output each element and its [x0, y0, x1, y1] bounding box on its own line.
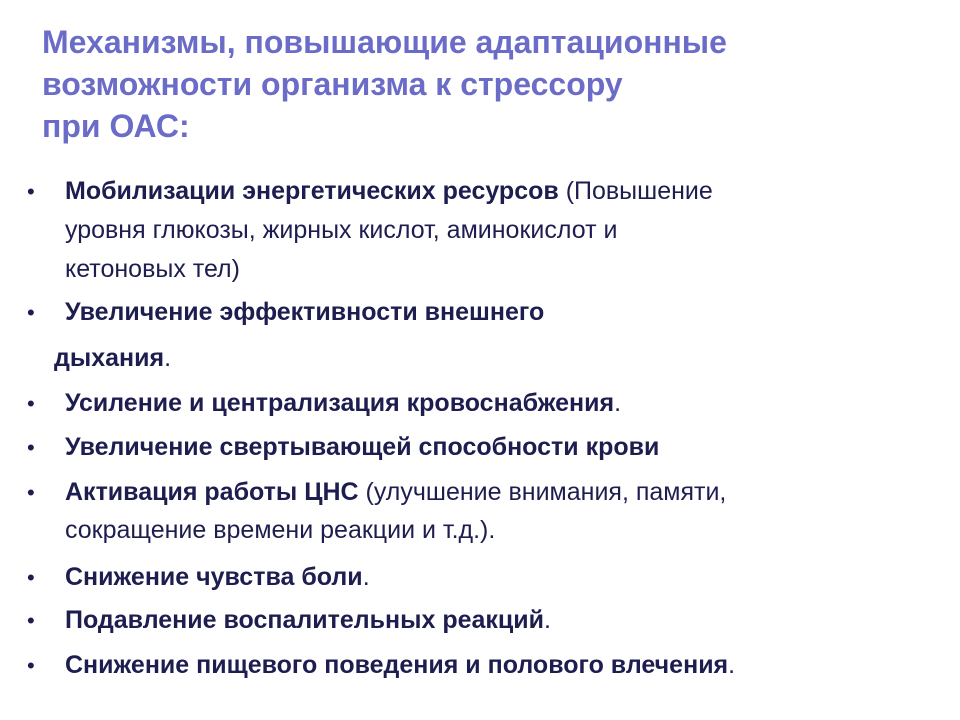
item-bold-text: Увеличение эффективности внешнего	[65, 298, 545, 326]
item-continuation	[54, 343, 171, 374]
bullet-icon: •	[27, 391, 35, 416]
item-bold-text: Мобилизации энергетических ресурсов	[65, 177, 559, 205]
item-line	[65, 562, 370, 593]
bullet-icon: •	[27, 179, 35, 204]
item-normal-text: (улучшение внимания, памяти,	[358, 478, 727, 506]
item-normal-text: .	[164, 344, 172, 372]
item-normal-text: (Повышение	[558, 177, 713, 205]
title-line-2: возможности организма к стрессору	[42, 66, 623, 102]
item-bold-text: Подавление воспалительных реакций	[65, 606, 545, 634]
item-bold-text: дыхания	[54, 344, 165, 372]
item-bold-text: Увеличение свертывающей способности крови	[65, 433, 660, 461]
item-normal-text: .	[728, 651, 736, 679]
item-normal-text: .	[544, 606, 551, 634]
bullet-icon: •	[27, 565, 35, 590]
item-continuation: сокращение времени реакции и т.д.).	[65, 516, 496, 544]
item-bold-text: Усиление и централизация кровоснабжения	[65, 389, 615, 417]
item-bold-text: Активация работы ЦНС	[65, 478, 359, 506]
title-line-3: при ОАС:	[42, 108, 190, 144]
bullet-icon: •	[27, 300, 35, 325]
bullet-icon: •	[27, 608, 35, 633]
item-bold-text: Снижение чувства боли	[65, 563, 363, 591]
item-normal-text: .	[362, 563, 370, 591]
item-line	[65, 477, 726, 508]
item-continuation: уровня глюкозы, жирных кислот, аминокислот и	[65, 216, 618, 244]
item-line	[65, 176, 713, 207]
item-bold-text: Снижение пищевого поведения и полового влечения	[65, 651, 729, 679]
item-continuation: кетоновых тел)	[65, 255, 240, 283]
item-normal-text: .	[614, 389, 622, 417]
bullet-icon: •	[27, 653, 35, 678]
bullet-icon: •	[27, 435, 35, 460]
item-line	[65, 605, 551, 636]
title-line-1: Механизмы, повышающие адаптационные	[42, 24, 727, 60]
bullet-icon: •	[27, 480, 35, 505]
item-line	[65, 650, 735, 681]
item-line	[65, 388, 621, 419]
